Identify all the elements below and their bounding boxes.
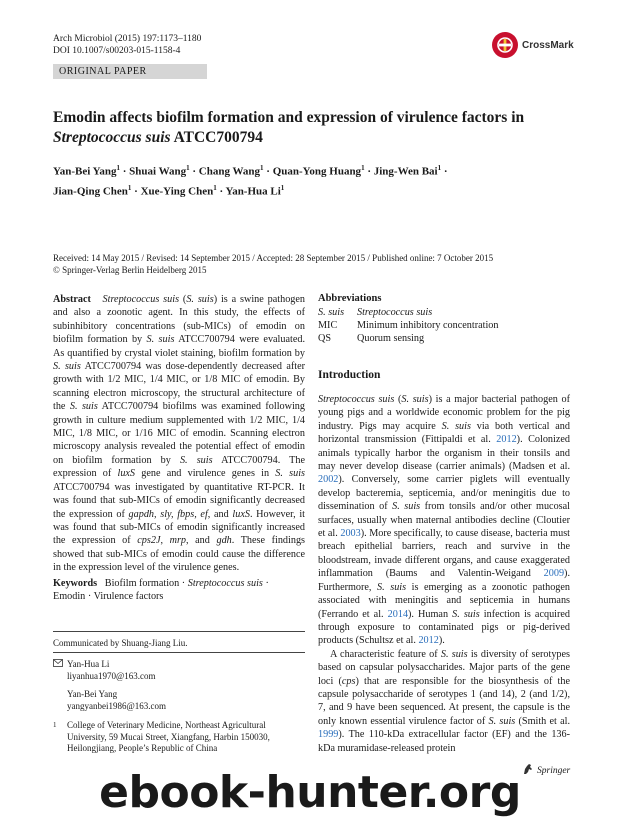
publisher-name: Springer	[537, 765, 571, 776]
communicated-by: Communicated by Shuang-Jiang Liu.	[53, 638, 188, 648]
paragraph	[318, 648, 570, 755]
abbreviation-key: MIC	[318, 320, 338, 331]
body-text: (	[394, 394, 402, 405]
crossmark-label: CrossMark	[522, 39, 574, 51]
species-abbr: S. suis	[440, 648, 468, 660]
abbreviations-title: Abbreviations	[318, 293, 382, 304]
body-text: ). Furthermore,	[318, 568, 570, 593]
body-text: from tonsils and/or other mucosal surfaces, usually when maternal antibodies decline (Cloutier et al.	[318, 501, 570, 540]
abstract-text: , and	[207, 508, 233, 520]
citation-link[interactable]: 2012	[418, 635, 439, 647]
species-abbr: S. suis	[377, 581, 407, 593]
gene-name: mrp	[169, 535, 187, 547]
publication-dates	[53, 252, 573, 276]
affiliation-mark: 1	[280, 183, 285, 192]
body-text: ). More specifically, to cause disease, bacteria must breach epithelial barriers, reach and survive in the bloodstream, invade different organs, and cause exaggerated inflammation (Baums and Valentin-Weigand	[318, 528, 570, 580]
abbreviation-row	[318, 306, 498, 319]
journal-doi: DOI 10.1007/s00203-015-1158-4	[53, 46, 181, 56]
species-abbr: S. suis	[186, 294, 214, 305]
species-abbr: S. suis	[452, 608, 480, 620]
affiliation-mark: 1	[361, 164, 365, 172]
body-text: ). The 110-kDa extracellular factor (EF) and the 136-kDa muramidase-released protein	[318, 729, 570, 754]
keyword: Streptococcus suis	[187, 578, 263, 589]
abbreviation-row	[318, 319, 498, 332]
gene-name: gdh	[216, 535, 232, 547]
gene-name: luxS	[232, 508, 250, 520]
footnote-divider	[53, 631, 305, 632]
body-text: ).	[438, 635, 445, 647]
abstract-text: ATCC700794. The expression of	[53, 454, 306, 480]
body-text: is emerging as a zoonotic pathogen associated with meningitis and septicemia in humans (Ferrando et al.	[318, 581, 570, 620]
separator: ·	[189, 165, 199, 178]
species-abbr: S. suis	[441, 420, 471, 432]
citation-link[interactable]: 2012	[496, 434, 517, 446]
gene-name: gapdh, sly, fbps, ef	[128, 508, 208, 520]
correspondence	[53, 659, 305, 755]
abstract-text: ) is a swine pathogen and also a zoonotic agent. In this study, the effects of subinhibitory concentrations (sub-MICs) of emodin on biofilm formation by	[53, 294, 305, 346]
body-text: ). Human	[408, 608, 453, 620]
separator: ·	[441, 165, 448, 178]
author[interactable]: Jian-Qing Chen	[53, 185, 128, 198]
journal-citation	[53, 33, 201, 57]
keywords-label: Keywords	[53, 578, 98, 589]
gene-name: cps	[341, 675, 356, 687]
separator: ·	[131, 185, 141, 198]
abstract	[53, 293, 305, 575]
separator: ·	[364, 165, 374, 178]
species-name: Streptococcus suis	[318, 394, 395, 405]
body-text: ) that are responsible for the biosynthesis of the capsule polysaccharide of serotypes 1 (and 14), 2 (and 1/2), 7, and 9 have been sequenced. At present, the capsule is the only known essential virulence factor of	[318, 675, 571, 727]
citation-link[interactable]: 1999	[318, 729, 339, 741]
citation-link[interactable]: 2002	[318, 474, 339, 486]
keyword: Biofilm formation	[104, 578, 180, 589]
abbreviation-key: S. suis	[318, 307, 345, 318]
body-text: via both vertical and horizontal transmission (Fittipaldi et al.	[318, 420, 570, 446]
separator: ·	[216, 185, 226, 198]
introduction-body	[318, 393, 570, 755]
citation-link[interactable]: 2014	[387, 608, 409, 620]
abstract-text: ,	[160, 535, 170, 547]
footnote-divider	[53, 652, 305, 653]
title-text: Emodin affects biofilm formation and expression of virulence factors in	[53, 109, 525, 126]
abbreviation-key: QS	[318, 333, 332, 344]
title-species: Streptococcus suis	[53, 129, 171, 146]
crossmark-icon	[492, 32, 518, 58]
gene-name: cps2J	[137, 535, 161, 547]
affiliation-mark: 1	[127, 183, 132, 192]
body-text: ). Colonized animals typically harbor the organism in their tonsils and may never develop disease (carrier animals) (Madsen et al.	[318, 434, 570, 473]
abstract-text: ATCC700794 was investigated by quantitative RT-PCR. It was found that sub-MICs of emodin significantly decreased the expression of	[53, 481, 305, 520]
paragraph	[318, 393, 570, 648]
author[interactable]: Jing-Wen Bai	[373, 165, 438, 178]
affiliation-mark: 1	[437, 164, 442, 172]
abbreviation-value: Quorum sensing	[357, 333, 425, 344]
separator: ·	[263, 165, 273, 178]
affiliation-mark: 1	[213, 183, 217, 192]
body-text: ) is a major bacterial pathogen of young pigs and a worldwide economic problem for the pig industry. Pigs may acquire	[318, 394, 570, 432]
keyword: Virulence factors	[93, 591, 164, 603]
keyword: Emodin	[53, 591, 86, 603]
author-list	[53, 160, 573, 199]
author-line-2	[53, 180, 573, 200]
abstract-text: . However, it was found that sub-MICs of emodin significantly increased the expression of	[53, 508, 305, 547]
watermark: ebook-hunter.org	[99, 767, 521, 818]
corresponding-author	[53, 659, 305, 712]
abstract-text: ATCC700794 were evaluated. As quantified by crystal violet staining, biofilm formation by	[53, 334, 305, 359]
citation-link[interactable]: 2009	[543, 568, 565, 580]
introduction-heading: Introduction	[318, 369, 381, 381]
abstract-text: gene and virulence genes in	[135, 468, 276, 480]
abstract-text: , and	[186, 535, 217, 547]
author-email[interactable]: liyanhua1970@163.com	[67, 670, 156, 681]
gene-name: luxS	[117, 468, 136, 480]
species-abbr: S. suis	[275, 468, 305, 480]
affiliation	[53, 720, 305, 755]
abbreviations-table	[318, 306, 498, 345]
history-dates: Received: 14 May 2015 / Revised: 14 September 2015 / Accepted: 28 September 2015 / Published online: 7 October 2015	[53, 253, 494, 263]
section-banner: ORIGINAL PAPER	[53, 64, 207, 79]
affiliation-number: 1	[53, 721, 57, 729]
author[interactable]: Yan-Bei Yang	[53, 165, 117, 178]
abbreviation-row	[318, 332, 498, 345]
author-name: Yan-Bei Yang	[67, 689, 118, 699]
species-abbr: S. suis	[179, 454, 213, 466]
body-text: infection is acquired through exposure to contaminated pigs or pig-derived products (Schultsz et al.	[318, 608, 571, 647]
separator: ·	[85, 591, 94, 603]
abstract-text: . These findings showed that sub-MICs of emodin could cause the difference in the expression level of the virulence genes.	[53, 535, 305, 574]
species-abbr: S. suis	[392, 501, 421, 513]
author[interactable]: Xue-Ying Chen	[140, 185, 214, 198]
keywords	[53, 577, 305, 604]
author-line-1	[53, 160, 573, 180]
author[interactable]: Chang Wang	[198, 165, 261, 178]
body-text: is diversity of serotypes based on capsular polysaccharides. Major parts of the gene loci (	[318, 648, 570, 687]
species-abbr: S. suis	[401, 394, 429, 405]
author[interactable]: Yan-Hua Li	[225, 185, 281, 198]
affiliation-mark: 1	[116, 164, 120, 172]
separator: ·	[179, 578, 188, 589]
author-name: Yan-Hua Li	[67, 659, 110, 669]
crossmark-badge[interactable]	[492, 32, 574, 58]
abstract-text: (	[179, 294, 187, 305]
article-title	[53, 108, 573, 148]
abstract-label: Abstract	[53, 294, 91, 305]
body-text: A characteristic feature of	[330, 648, 441, 660]
journal-volume: Arch Microbiol (2015) 197:1173–1180	[53, 34, 202, 44]
affiliation-text: College of Veterinary Medicine, Northeast Agricultural University, 59 Mucai Street, Xiangfang, Harbin 150030, Heilongjiang, People’s Republic of China	[67, 720, 270, 753]
abstract-text: ATCC700794 biofilms was examined following growth in culture medium supplemented with 1/2 MIC, 1/4 MIC, 1/8 MIC, or 1/16 MIC of emodin. Scanning electron microscopy analysis revealed the potential effect of emodin on biofilm formation by	[53, 401, 305, 466]
separator: ·	[119, 165, 130, 178]
citation-link[interactable]: 2003	[340, 528, 361, 540]
body-text: (Smith et al.	[515, 715, 571, 727]
species-abbr: S. suis	[146, 334, 175, 346]
body-text: ). Conversely, some carrier piglets will eventually develop bacteremia, septicemia, and/or meningitis due to dissemination of	[318, 474, 570, 513]
copyright: © Springer-Verlag Berlin Heidelberg 2015	[53, 265, 207, 275]
envelope-icon	[53, 659, 67, 712]
author-email[interactable]: yangyanbei1986@163.com	[67, 700, 167, 711]
species-abbr: S. suis	[53, 361, 81, 373]
author[interactable]: Quan-Yong Huang	[272, 165, 362, 178]
abstract-text: ATCC700794 was dose-dependently decreased after growth with 1/2 MIC, 1/4 MIC, or 1/8 MIC of emodin. By scanning electron microscopy, the structural architecture of the	[53, 361, 305, 413]
species-abbr: S. suis	[69, 401, 98, 413]
affiliation-mark: 1	[186, 164, 190, 172]
author[interactable]: Shuai Wang	[129, 165, 187, 178]
abbreviation-value: Streptococcus suis	[357, 307, 433, 318]
species-name: Streptococcus suis	[102, 294, 180, 305]
separator: ·	[262, 578, 269, 589]
title-strain: ATCC700794	[170, 129, 263, 146]
species-abbr: S. suis	[488, 715, 516, 727]
abbreviation-value: Minimum inhibitory concentration	[357, 320, 499, 331]
affiliation-mark: 1	[260, 164, 264, 172]
